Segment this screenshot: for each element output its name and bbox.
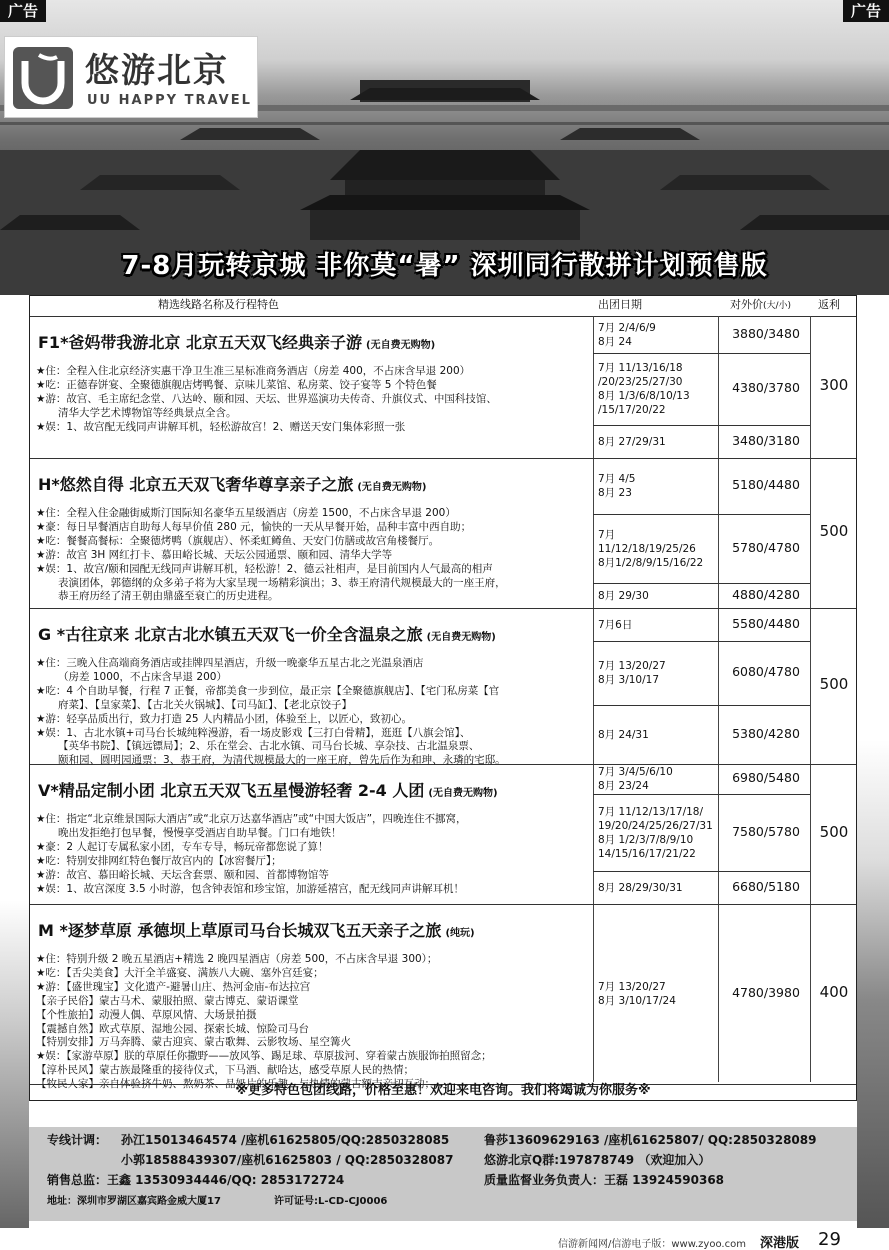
rebate-value: 300	[819, 376, 849, 394]
section-title-text: G *古往京来 北京古北水镇五天双飞一价全含温泉之旅	[38, 625, 423, 644]
departure-date: 8月 1/3/6/8/10/13	[598, 390, 690, 402]
section-title-text: H*悠然自得 北京五天双飞奢华尊享亲子之旅	[38, 475, 354, 494]
detail-line: ★游：故宫、慕田峪长城、天坛含套票、颐和园、首都博物馆等	[36, 868, 329, 881]
column-divider	[810, 316, 811, 1082]
row-divider	[593, 794, 810, 795]
departure-date: 7月 3/4/5/6/10	[598, 766, 673, 778]
departure-date: /20/23/25/27/30	[598, 376, 683, 388]
row-divider	[593, 583, 810, 584]
header-price-unit: (大/小)	[763, 301, 792, 311]
sales-director: 销售总监：王鑫 13530934446/QQ: 2853172724	[47, 1173, 345, 1187]
departure-date: 7月 13/20/27	[598, 660, 666, 672]
contact-1: 孙江15013464574 /座机61625805/QQ:2850328085	[121, 1133, 450, 1147]
contact-3: 小郭18588439307/座机61625803 / QQ:2850328087	[121, 1153, 454, 1167]
detail-line: ★吃：特别安排网红特色餐厅故宫内的【冰窖餐厅】；	[36, 854, 282, 867]
section-title-text: M *逐梦草原 承德坝上草原司马台长城双飞五天亲子之旅	[38, 921, 442, 940]
price-value: 4780/3980	[732, 985, 800, 1000]
brand-logo	[4, 36, 258, 118]
departure-date: 8月 27/29/31	[598, 435, 666, 448]
license: 许可证号:L-CD-CJ0006	[274, 1196, 388, 1207]
section-details	[36, 657, 588, 768]
section-title-text: F1*爸妈带我游北京 北京五天双飞经典亲子游	[38, 333, 363, 352]
price-value: 3880/3480	[732, 325, 800, 341]
row-divider	[593, 641, 810, 642]
route-table	[29, 295, 857, 1101]
price-value: 3480/3180	[732, 432, 800, 448]
price-value: 5580/4480	[732, 615, 800, 631]
column-divider	[593, 316, 594, 1082]
detail-line: 清华大学艺术博物馆等经典景点全含。	[58, 406, 237, 419]
section-divider	[30, 608, 856, 609]
price-value: 5780/4780	[732, 539, 800, 555]
header-rebate: 返利	[818, 298, 840, 311]
detail-line: ★娱：【家游草原】朕的草原任你撒野——放风筝、踢足球、草原拔河、穿着蒙古族服饰拍照留念；	[36, 1050, 492, 1063]
detail-line: 【震撼自然】欧式草原、湿地公园、探索长城、惊险司马台	[36, 1022, 309, 1035]
section-details	[36, 813, 588, 896]
detail-line: ★吃：【舌尖美食】大汗全羊盛宴、满族八大碗、塞外宫廷宴；	[36, 966, 324, 979]
departure-date: 7月 13/20/27	[598, 981, 666, 993]
section-divider	[30, 904, 856, 905]
logo-name-en: UU HAPPY TRAVEL	[87, 93, 252, 108]
row-divider	[593, 425, 810, 426]
address: 地址：深圳市罗湖区嘉宾路金威大厦17	[47, 1196, 221, 1207]
detail-line: ★住：三晚入住高端商务酒店或挂牌四星酒店，升级一晚豪华五星古北之光温泉酒店	[36, 657, 424, 669]
detail-line: ★吃：餐餐高餐标：全聚德烤鸭（旗舰店）、怀柔虹鳟鱼、天安门仿膳或故宫角楼餐厅。	[36, 534, 440, 547]
contact-2: 鲁莎13609629163 /座机61625807/ QQ:2850328089	[484, 1133, 817, 1147]
section-title-text: V*精品定制小团 北京五天双飞五星慢游轻奢 2-4 人团	[38, 781, 425, 800]
detail-line: ★吃：正德春饼宴、全聚德旗舰店烤鸭餐、京味儿菜馆、私房菜、饺子宴等 5 个特色餐	[36, 378, 437, 391]
price-value: 5380/4280	[732, 725, 800, 741]
header-price-label: 对外价	[730, 298, 763, 311]
logo-name-zh: 悠游北京	[85, 51, 229, 91]
departure-date: 8月1/2/8/9/15/16/22	[598, 556, 704, 569]
detail-line: ★娱：1、古北水镇+司马台长城纯粹漫游，看一场皮影戏【三打白骨精】，逛逛【八旗会馆】、	[36, 726, 471, 739]
departure-date: /15/17/20/22	[598, 404, 666, 416]
rebate-value: 500	[819, 823, 849, 841]
departure-date: 8月 29/30	[598, 589, 649, 602]
column-divider	[718, 316, 719, 1082]
detail-line: 【淳朴民风】蒙古族最隆重的接待仪式，下马酒、献哈达，感受草原人民的热情；	[36, 1064, 414, 1077]
detail-line: ★娱：1、故宫/颐和园配无线同声讲解耳机，轻松游！2、德云社相声，是目前国内人气最高的相声	[36, 562, 493, 575]
detail-line: 【亲子民俗】蒙古马术、蒙服拍照、蒙古博克、蒙语课堂	[36, 994, 299, 1007]
row-divider	[593, 705, 810, 706]
departure-date: 8月 3/10/17/24	[598, 995, 676, 1007]
price-value: 4380/3780	[732, 380, 800, 395]
header-dates: 出团日期	[598, 298, 642, 311]
headline: 7-8月玩转京城 非你莫“暑” 深圳同行散拼计划预售版	[121, 251, 768, 281]
rebate-value: 500	[819, 675, 849, 693]
price-value: 5180/4480	[732, 477, 800, 492]
price-value: 6680/5180	[732, 878, 800, 894]
price-value: 4880/4280	[732, 586, 800, 602]
page-number: 29	[818, 1229, 841, 1250]
detail-line: 府菜】、【皇家菜】、【古北关火锅城】、【司马缸】、【老北京饺子】	[58, 698, 352, 711]
departure-date: 8月 1/2/3/7/8/9/10	[598, 833, 694, 846]
price-value: 6980/5480	[732, 770, 800, 785]
detail-line: ★娱：1、故宫深度 3.5 小时游，包含钟表馆和珍宝馆，加游延禧宫，配无线同声讲解耳机！	[36, 882, 464, 895]
section-title-note: (纯玩)	[445, 928, 475, 939]
detail-line: 【牧民人家】亲自体验挤牛奶、熬奶茶、品奶片的乐趣，与热情的蒙古额吉亲切互动；	[36, 1078, 435, 1091]
section-divider	[30, 764, 856, 765]
ad-label-left: 广告	[0, 0, 46, 22]
detail-line: 【个性旅拍】动漫人偶、草原风情、大场景拍摄	[36, 1008, 257, 1021]
section-details	[36, 953, 588, 1092]
detail-line: ★住：指定“北京维景国际大酒店”或“北京万达嘉华酒店”或“中国大饭店”，四晚连住不挪窝，	[36, 813, 467, 825]
side-image-right	[857, 740, 889, 1228]
ad-label-right: 广告	[843, 0, 889, 22]
departure-date: 7月6日	[598, 618, 633, 631]
departure-date: 8月 23	[598, 487, 632, 499]
rebate-value: 500	[819, 522, 849, 540]
uu-logo-icon	[13, 47, 73, 109]
side-image-left	[0, 900, 29, 1228]
departure-date: 11/12/18/19/25/26	[598, 542, 696, 555]
detail-line: ★住：全程入住金融街威斯汀国际知名豪华五星级酒店（房差 1500，不占床含早退 200）	[36, 507, 456, 519]
detail-line: 表演团体，郭德纲的众多弟子将为大家呈现一场精彩演出；3、恭王府清代规模最大的一座王府，	[58, 576, 506, 589]
detail-line: ★豪：每日早餐酒店自助每人每早价值 280 元，愉快的一天从早餐开始，品种丰富中西自助；	[36, 520, 472, 533]
detail-line: ★吃：4 个自助早餐，行程 7 正餐，帝都美食一步到位，最正宗【全聚德旗舰店】、【宅门私房菜【官	[36, 684, 500, 697]
section-title-note: (无自费无购物)	[357, 482, 427, 493]
section-title-note: (无自费无购物)	[428, 788, 498, 799]
detail-line: 【英华书院】、【镇远镖局】；2、乐在堂会、古北水镇、司马台长城、享杂技、古北温泉票、	[58, 740, 480, 753]
footer-note: ※更多特色包团线路，价格至惠！欢迎来电咨询。我们将竭诚为你服务※	[235, 1083, 651, 1098]
departure-date: 8月 24/31	[598, 728, 649, 741]
section-divider	[30, 458, 856, 459]
departure-date: 7月 11/13/16/18	[598, 362, 683, 374]
section-details	[36, 507, 588, 604]
header-route: 精选线路名称及行程特色	[158, 298, 279, 311]
hotline-label: 专线计调：	[47, 1133, 108, 1147]
rebate-value: 400	[819, 983, 849, 1001]
departure-date: 19/20/24/25/26/27/31	[598, 819, 713, 832]
row-divider	[593, 871, 810, 872]
departure-date: 7月	[598, 528, 616, 541]
contact-panel	[29, 1127, 857, 1221]
detail-line: 颐和园、圆明园通票；3、恭王府，为清代规模最大的一座王府，曾先后作为和珅、永璘的宅邸。	[58, 754, 506, 767]
detail-line: （房差 1000，不占床含早退 200）	[58, 670, 227, 683]
departure-date: 8月 24	[598, 335, 632, 348]
detail-line: 恭王府历经了清王朝由鼎盛至衰亡的历史进程。	[58, 590, 279, 603]
detail-line: ★游：轻享品质出行，致力打造 25 人内精品小团，体验至上，以匠心，致初心。	[36, 712, 412, 725]
detail-line: ★豪：2 人起订专属私家小团，专车专导，畅玩帝都您说了算！	[36, 840, 329, 853]
departure-date: 7月 4/5	[598, 473, 636, 485]
section-title	[38, 781, 498, 801]
price-value: 6080/4780	[732, 664, 800, 679]
section-title-note: (无自费无购物)	[366, 340, 436, 351]
section-title-note: (无自费无购物)	[426, 632, 496, 643]
detail-line: ★娱：1、故宫配无线同声讲解耳机，轻松游故宫！2、赠送天安门集体彩照一张	[36, 420, 406, 433]
contact-4: 悠游北京Q群:197878749 （欢迎加入）	[484, 1153, 711, 1167]
detail-line: ★游：【盛世瑰宝】文化遗产-避暑山庄、热河金庙-布达拉宫	[36, 980, 311, 993]
detail-line: ★游：故宫 3H 网红打卡、慕田峪长城、天坛公园通票、颐和园、清华大学等	[36, 548, 393, 561]
detail-line: ★住：特别升级 2 晚五星酒店+精选 2 晚四星酒店（房差 500，不占床含早退 300）；	[36, 953, 438, 965]
departure-date: 7月 11/12/13/17/18/	[598, 805, 704, 818]
quality-supervisor: 质量监督业务负责人：王磊 13924590368	[484, 1173, 725, 1187]
departure-date: 14/15/16/17/21/22	[598, 847, 696, 860]
section-title	[38, 921, 475, 941]
detail-line: 晚出发拒绝打包早餐，慢慢享受酒店自助早餐。门口有地铁！	[58, 826, 342, 839]
row-divider	[593, 514, 810, 515]
departure-date: 7月 2/4/6/9	[598, 321, 656, 334]
page-footer	[0, 1228, 889, 1250]
departure-date: 8月 23/24	[598, 780, 649, 792]
section-details	[36, 365, 588, 435]
detail-line: ★住：全程入住北京经济实惠干净卫生准三星标准商务酒店（房差 400，不占床含早退 200）	[36, 365, 471, 377]
departure-date: 8月 28/29/30/31	[598, 881, 683, 894]
detail-line: 【特别安排】万马奔腾、蒙古迎宾、蒙古歌舞、云影牧场、星空篝火	[36, 1036, 351, 1049]
header-divider	[30, 316, 856, 317]
section-title	[38, 333, 436, 353]
row-divider	[593, 353, 810, 354]
footer-site: 信游新闻网/信游电子版：www.zyoo.com	[558, 1239, 746, 1250]
section-title	[38, 625, 496, 645]
departure-date: 8月 3/10/17	[598, 674, 659, 686]
price-value: 7580/5780	[732, 823, 800, 839]
header-price	[730, 298, 791, 312]
footer-edition: 深港版	[760, 1236, 800, 1250]
section-title	[38, 475, 427, 495]
detail-line: ★游：故宫、毛主席纪念堂、八达岭、颐和园、天坛、世界巡演功夫传奇、升旗仪式、中国科技馆、	[36, 392, 497, 405]
